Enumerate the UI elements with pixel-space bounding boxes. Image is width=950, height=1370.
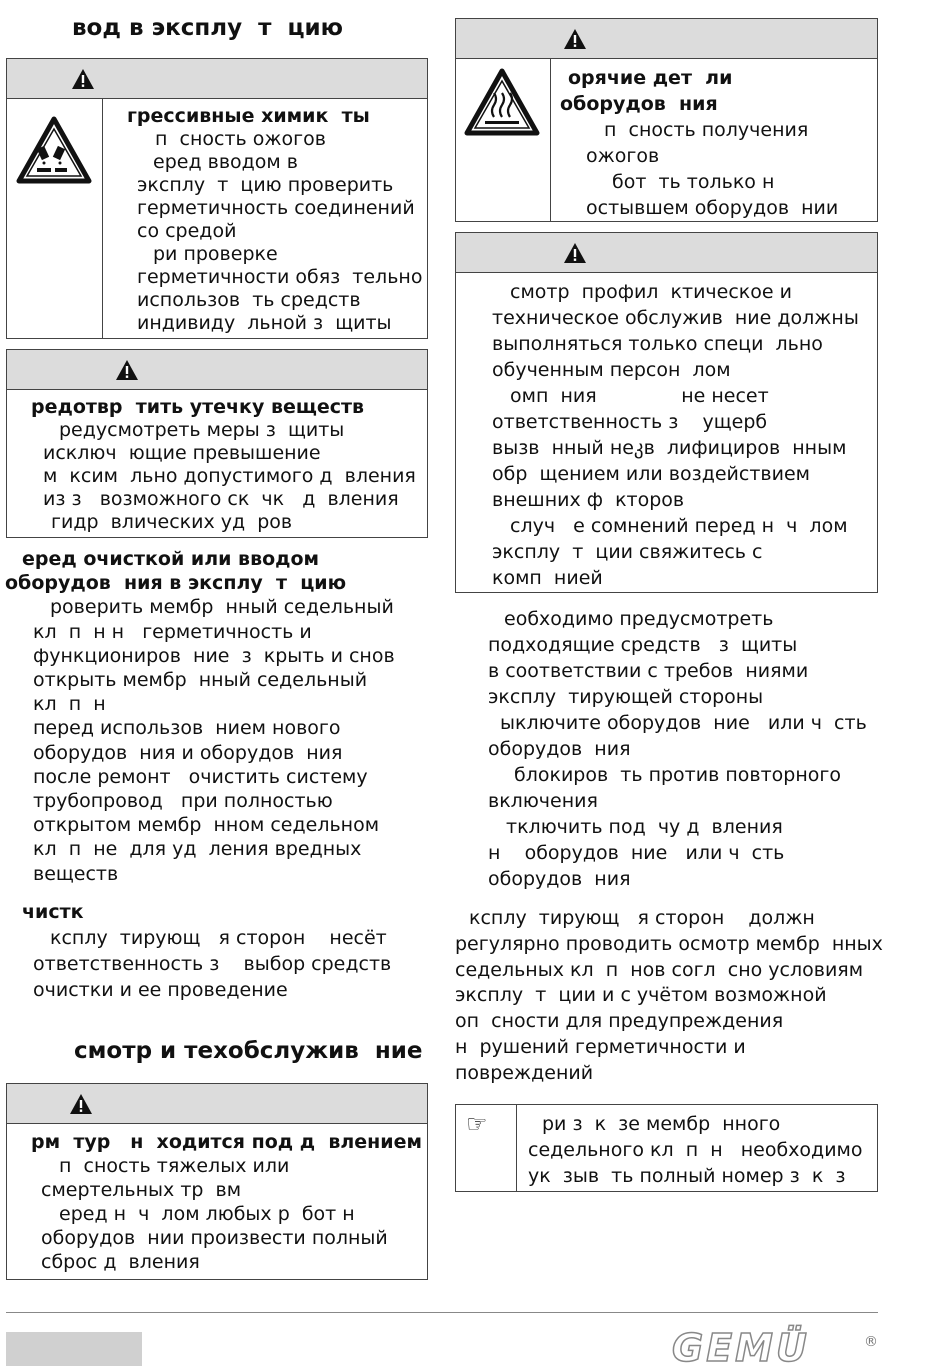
- regular-inspection: [455, 906, 883, 1087]
- warning-box-pressure: [6, 1083, 428, 1280]
- text-line: веществ: [33, 862, 119, 885]
- text-line: регулярно проводить осмотр мембр нных: [455, 932, 883, 955]
- text-line: индивиду льной з щиты: [137, 312, 392, 334]
- text-line: обр щением или воздействием: [492, 463, 810, 485]
- warning-header: [7, 1084, 427, 1124]
- pointing-hand-icon: ☞: [466, 1110, 488, 1138]
- text-line: еред н ч лом любых р бот н: [59, 1203, 355, 1225]
- text-line: еобходимо предусмотреть: [504, 608, 774, 630]
- text-line: кл п н: [33, 693, 106, 716]
- text-line: оборудов ния: [488, 868, 631, 890]
- cleaning-section: [0, 899, 391, 1003]
- registered-mark: ®: [864, 1334, 878, 1350]
- warning-text: [31, 396, 416, 534]
- text-line: смотр профил ктическое и: [510, 281, 792, 303]
- text-line: комп нией: [492, 567, 603, 589]
- text-line: открыть мембр нный седельный: [33, 669, 368, 692]
- text-line: еред вводом в: [153, 151, 298, 173]
- protective-measures: [456, 606, 867, 892]
- text-line: случ е сомнений перед н ч лом: [510, 515, 848, 537]
- text-line: еред очисткой или вводом: [22, 548, 320, 570]
- text-line: оборудов ния в эксплу т цию: [5, 572, 347, 595]
- text-line: использов ть средств: [137, 289, 361, 311]
- text-line: оборудов ния: [488, 738, 631, 760]
- text-line: подходящие средств з щиты: [488, 634, 798, 656]
- text-line: редусмотреть меры з щиты: [59, 419, 345, 441]
- text-line: открытом мембр нном седельном: [33, 814, 380, 837]
- section-heading-commissioning: вод в эксплу т цию: [72, 15, 343, 41]
- text-line: смертельных тр вм: [41, 1179, 242, 1201]
- corrosive-hazard-icon: [15, 115, 93, 192]
- text-line: п сность ожогов: [155, 128, 326, 150]
- text-line: чистк: [22, 901, 84, 923]
- text-line: седельного кл п н необходимо: [528, 1139, 863, 1161]
- text-line: ответственность з выбор средств: [33, 953, 392, 975]
- text-line: ксплу тирующ я сторон должн: [469, 907, 815, 929]
- warning-header: [456, 233, 877, 273]
- text-line: оборудов ния и оборудов ния: [33, 741, 343, 764]
- text-line: н рушений герметичности и: [455, 1035, 746, 1058]
- hot-surface-icon: [463, 67, 541, 144]
- text-line: вызв нный неკв лифициров нным: [492, 437, 847, 459]
- gemu-logo: GEMÜ: [672, 1326, 810, 1370]
- text-line: грессивные химик ты: [127, 105, 370, 127]
- note-text: [528, 1111, 863, 1189]
- text-line: обученным персон лом: [492, 359, 731, 381]
- text-line: роверить мембр нный седельный: [50, 596, 394, 619]
- note-box-ordering: [455, 1104, 878, 1192]
- warning-header: [7, 59, 427, 99]
- text-line: повреждений: [455, 1061, 594, 1084]
- text-line: сброс д вления: [41, 1251, 200, 1273]
- text-line: эксплу т цию проверить: [137, 174, 394, 196]
- text-line: герметичность соединений: [137, 197, 415, 219]
- text-line: н оборудов ние или ч сть: [488, 842, 785, 864]
- text-line: кл п не для уд ления вредных: [33, 838, 362, 861]
- text-line: ыключите оборудов ние или ч сть: [500, 712, 867, 734]
- text-line: исключ ющие превышение: [43, 442, 321, 464]
- text-line: очистки и ее проведение: [33, 979, 288, 1001]
- text-line: блокиров ть против повторного: [514, 764, 841, 786]
- text-line: ук зыв ть полный номер з к з: [528, 1165, 846, 1187]
- text-line: перед использов нием нового: [33, 717, 341, 740]
- text-line: седельных кл п нов согл сно условиям: [455, 958, 864, 981]
- text-line: трубопровод при полностью: [33, 790, 333, 813]
- cleaning-before-commissioning: [0, 547, 395, 886]
- text-line: остывшем оборудов нии: [586, 197, 839, 219]
- page-number-box: [6, 1332, 142, 1366]
- text-line: редотвр тить утечку веществ: [31, 396, 365, 418]
- text-line: оп сности для предупреждения: [455, 1010, 784, 1033]
- warning-header: [456, 19, 877, 59]
- text-line: герметичности обяз тельно: [137, 266, 423, 288]
- warning-text: [492, 279, 859, 591]
- text-line: из з возможного ск чк д вления: [43, 488, 399, 510]
- text-line: внешних ф кторов: [492, 489, 685, 511]
- warning-box-hot-parts: [455, 18, 878, 222]
- text-line: ри проверке: [153, 243, 278, 265]
- text-line: кл п н н герметичность и: [33, 620, 312, 643]
- text-line: гидр влических уд ров: [51, 511, 293, 533]
- section-heading-maintenance: смотр и техобслужив ние: [74, 1038, 423, 1064]
- text-line: м ксим льно допустимого д вления: [43, 465, 416, 487]
- text-line: омп ния не несет: [510, 385, 769, 407]
- warning-text: [31, 1130, 422, 1274]
- text-line: ксплу тирующ я сторон несёт: [50, 927, 387, 949]
- text-line: п сность получения: [604, 119, 809, 141]
- text-line: орячие дет ли: [568, 67, 733, 89]
- text-line: рм тур н ходится под д влением: [31, 1131, 423, 1153]
- text-line: ответственность з ущерб: [492, 411, 768, 433]
- text-line: тключить под чу д вления: [506, 816, 783, 838]
- warning-box-chemicals: [6, 58, 428, 339]
- warning-text: [560, 65, 838, 221]
- warning-box-leakage: [6, 349, 428, 538]
- text-line: техническое обслужив ние должны: [492, 307, 859, 329]
- text-line: оборудов нии произвести полный: [41, 1227, 388, 1249]
- warning-header: [7, 350, 427, 390]
- text-line: включения: [488, 790, 598, 812]
- text-line: ожогов: [586, 145, 660, 167]
- warning-text: [127, 105, 422, 335]
- text-line: эксплу т ции и с учётом возможной: [455, 984, 827, 1007]
- text-line: оборудов ния: [560, 93, 718, 115]
- text-line: после ремонт очистить систему: [33, 765, 368, 788]
- text-line: бот ть только н: [612, 171, 775, 193]
- text-line: п сность тяжелых или: [59, 1155, 290, 1177]
- text-line: эксплу т ции свяжитесь с: [492, 541, 763, 563]
- warning-box-maintenance: [455, 232, 878, 593]
- text-line: эксплу тирующей стороны: [488, 686, 764, 708]
- text-line: функциониров ние з крыть и снов: [33, 644, 395, 667]
- text-line: выполняться только специ льно: [492, 333, 823, 355]
- text-line: со средой: [137, 220, 237, 242]
- text-line: в соответствии с требов ниями: [488, 660, 809, 682]
- text-line: ри з к зе мембр нного: [542, 1113, 781, 1135]
